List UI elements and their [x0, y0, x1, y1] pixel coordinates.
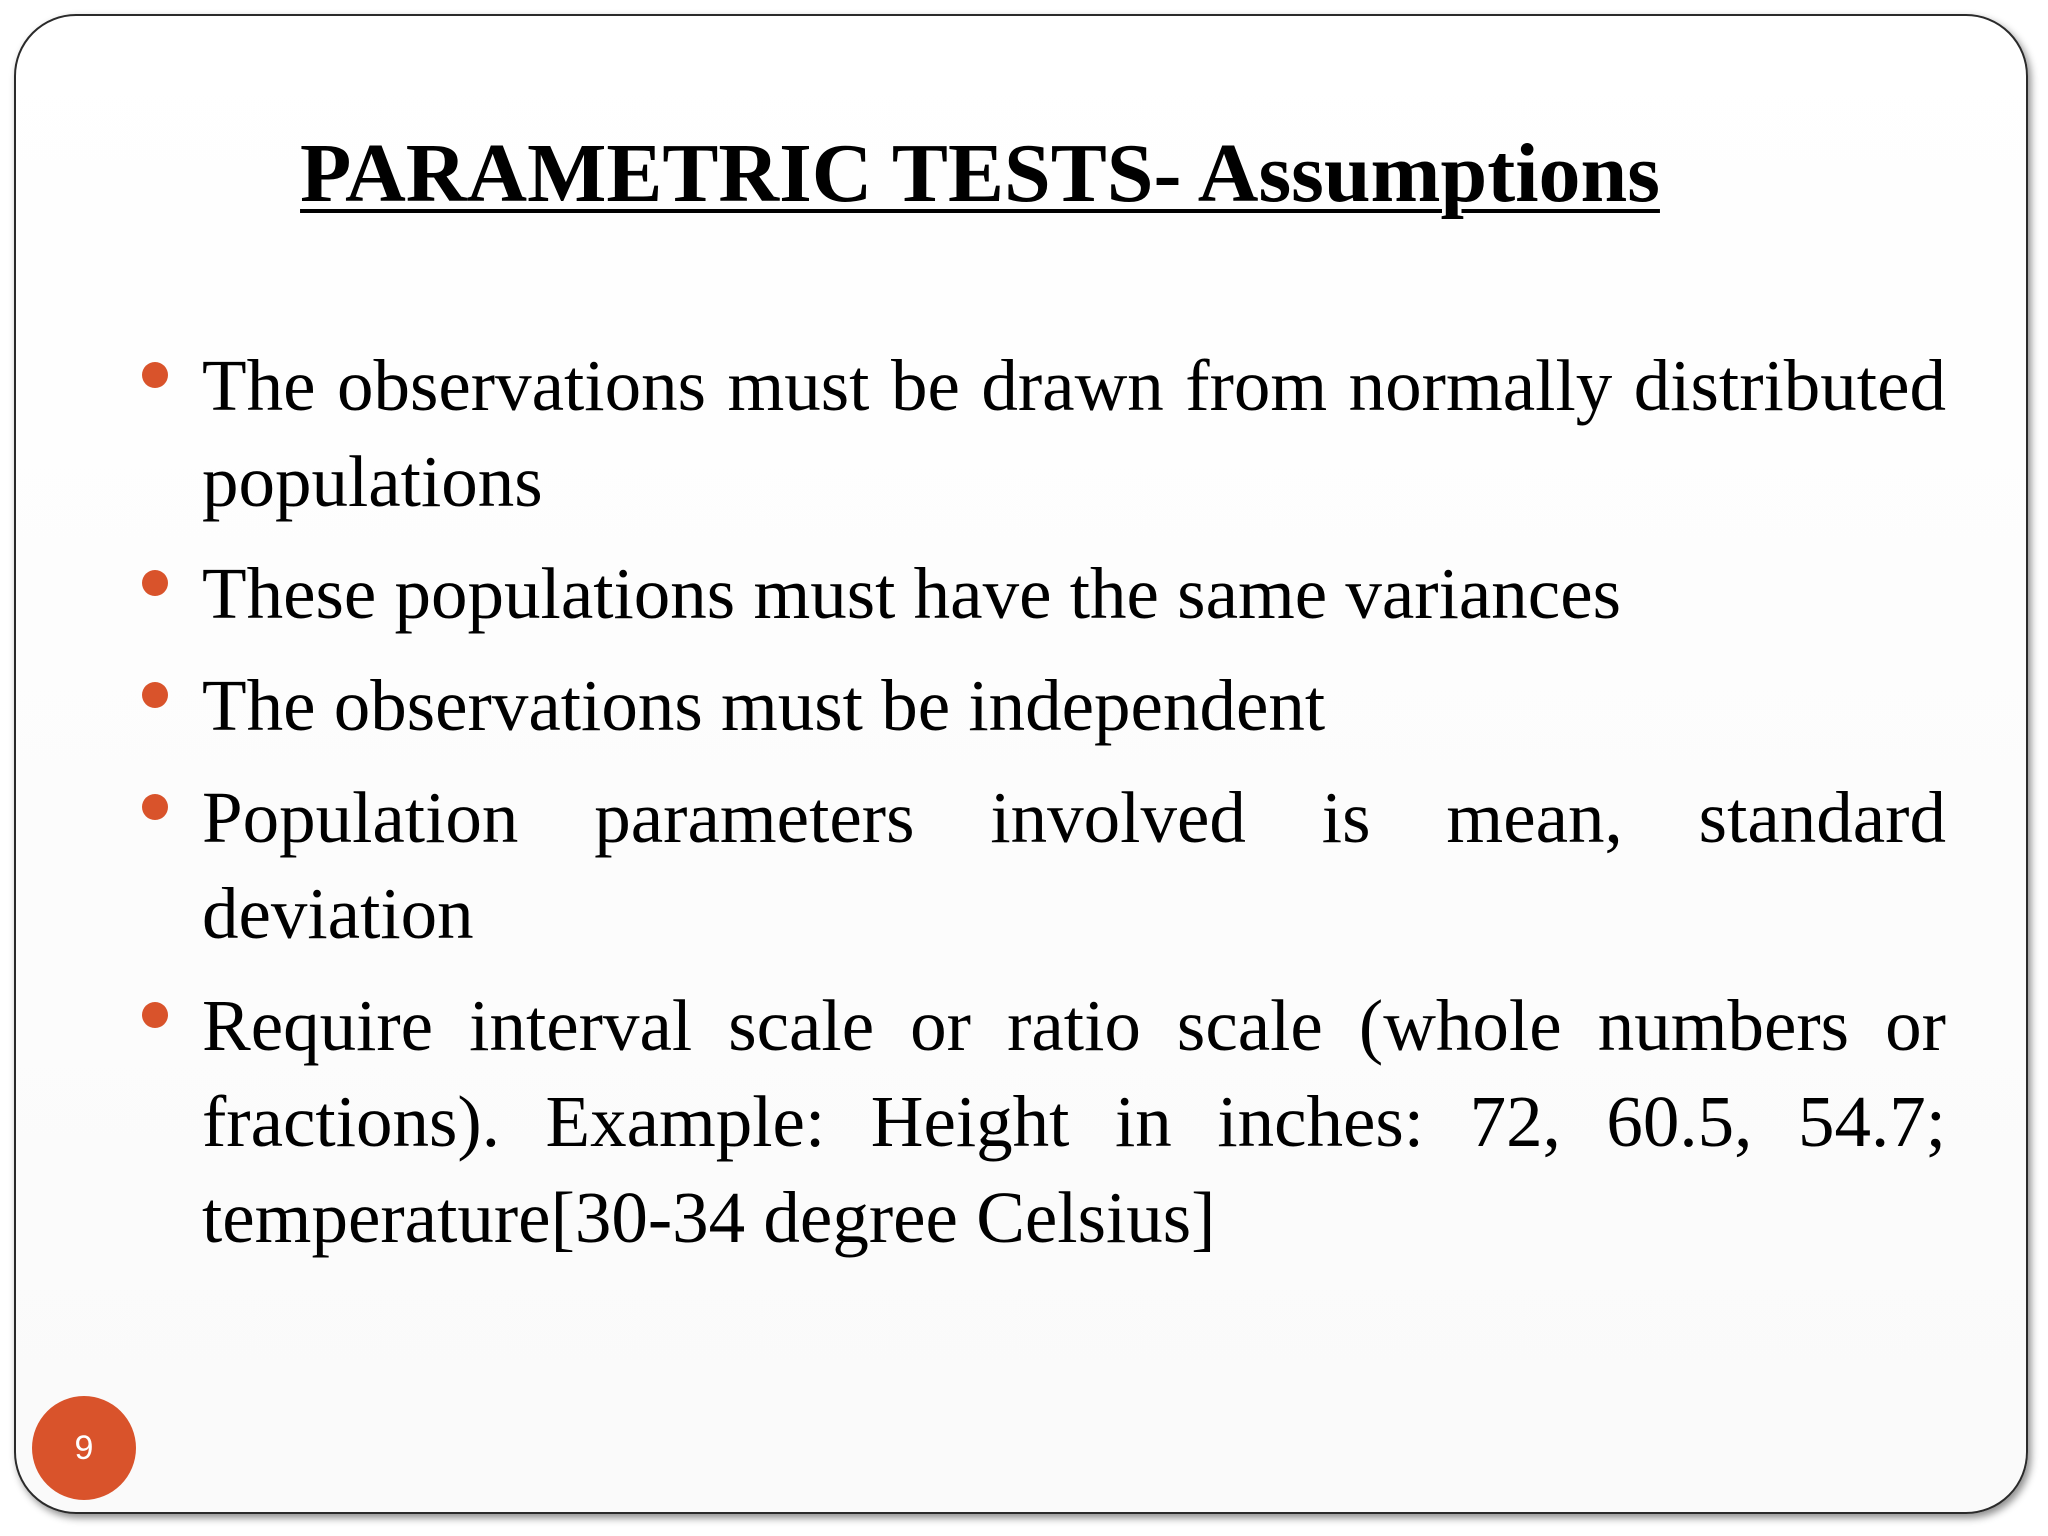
bullet-dot-icon [142, 570, 168, 596]
page-number: 9 [74, 1428, 94, 1467]
page-number-badge [32, 1396, 136, 1500]
bullet-dot-icon [142, 794, 168, 820]
bullet-dot-icon [142, 682, 168, 708]
bullet-text: Population parameters involved is mean, standard deviation [202, 777, 1946, 954]
bullet-item [136, 546, 1946, 642]
bullet-text: The observations must be independent [202, 665, 1326, 746]
bullet-text: These populations must have the same variances [202, 553, 1622, 634]
bullet-dot-icon [142, 362, 168, 388]
bullet-item [136, 770, 1946, 962]
bullet-item [136, 658, 1946, 754]
slide-frame [14, 14, 2028, 1514]
bullet-text: The observations must be drawn from normally distributed populations [202, 345, 1946, 522]
bullet-item [136, 978, 1946, 1266]
bullet-list [136, 338, 1946, 1282]
bullet-dot-icon [142, 1002, 168, 1028]
slide-title: PARAMETRIC TESTS- Assumptions [300, 127, 1660, 220]
bullet-text: Require interval scale or ratio scale (whole numbers or fractions). Example: Height in inches: 72, 60.5, 54.7; temperature[30-34 degree Celsius] [202, 985, 1946, 1258]
bullet-item [136, 338, 1946, 530]
